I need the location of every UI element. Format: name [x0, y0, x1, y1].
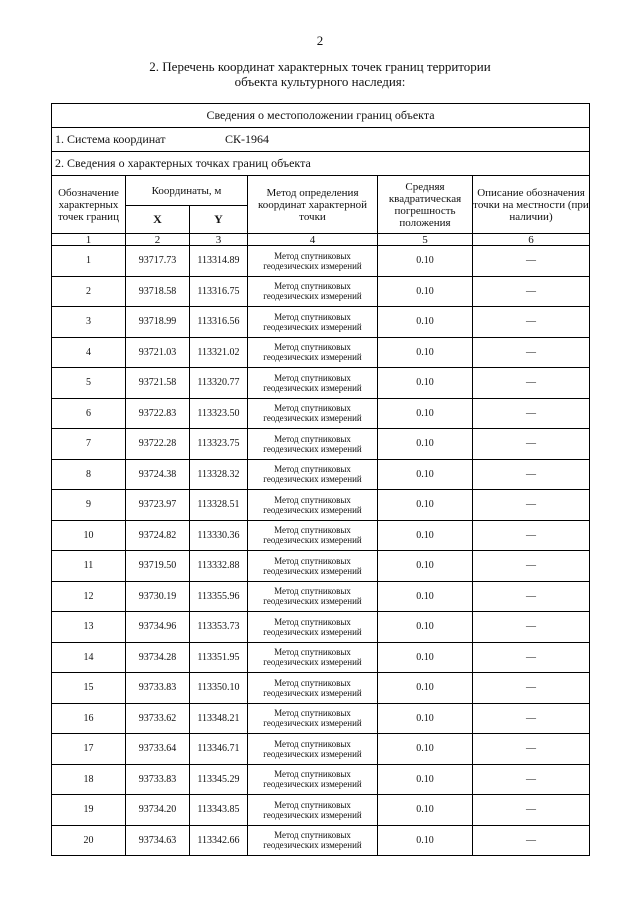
coord-y: 113316.56	[190, 307, 248, 338]
accuracy: 0.10	[378, 398, 473, 429]
coord-y: 113330.36	[190, 520, 248, 551]
method: Метод спутниковых геодезических измерений	[248, 246, 378, 277]
point-number: 8	[52, 459, 126, 490]
header-y: Y	[190, 206, 248, 234]
accuracy: 0.10	[378, 795, 473, 826]
title-line-1: 2. Перечень координат характерных точек границ территории	[149, 59, 491, 74]
point-number: 1	[52, 246, 126, 277]
column-number: 1	[52, 234, 126, 246]
points-header: 2. Сведения о характерных точках границ объекта	[52, 152, 590, 176]
table-row	[52, 246, 590, 277]
point-number: 19	[52, 795, 126, 826]
column-header-row-1	[52, 176, 590, 206]
point-number: 7	[52, 429, 126, 460]
point-number: 16	[52, 703, 126, 734]
column-number: 4	[248, 234, 378, 246]
coord-y: 113348.21	[190, 703, 248, 734]
column-number: 2	[126, 234, 190, 246]
method: Метод спутниковых геодезических измерений	[248, 307, 378, 338]
page-number: 2	[316, 33, 324, 48]
coord-y: 113323.75	[190, 429, 248, 460]
table-row	[52, 673, 590, 704]
method: Метод спутниковых геодезических измерений	[248, 764, 378, 795]
method: Метод спутниковых геодезических измерений	[248, 398, 378, 429]
point-number: 14	[52, 642, 126, 673]
coord-x: 93733.83	[126, 764, 190, 795]
description: —	[473, 459, 590, 490]
method: Метод спутниковых геодезических измерений	[248, 703, 378, 734]
method: Метод спутниковых геодезических измерений	[248, 551, 378, 582]
coord-x: 93734.96	[126, 612, 190, 643]
coord-x: 93724.38	[126, 459, 190, 490]
method: Метод спутниковых геодезических измерений	[248, 337, 378, 368]
point-number: 15	[52, 673, 126, 704]
coordinates-table	[51, 103, 590, 856]
table-row	[52, 551, 590, 582]
description: —	[473, 490, 590, 521]
description: —	[473, 795, 590, 826]
accuracy: 0.10	[378, 642, 473, 673]
method: Метод спутниковых геодезических измерений	[248, 581, 378, 612]
table-row	[52, 398, 590, 429]
coord-x: 93718.99	[126, 307, 190, 338]
accuracy: 0.10	[378, 276, 473, 307]
method: Метод спутниковых геодезических измерений	[248, 734, 378, 765]
accuracy: 0.10	[378, 520, 473, 551]
coord-y: 113321.02	[190, 337, 248, 368]
section-header-row	[52, 104, 590, 128]
coord-x: 93724.82	[126, 520, 190, 551]
description: —	[473, 520, 590, 551]
coord-y: 113355.96	[190, 581, 248, 612]
coord-y: 113332.88	[190, 551, 248, 582]
table-row	[52, 276, 590, 307]
point-number: 2	[52, 276, 126, 307]
description: —	[473, 276, 590, 307]
coord-y: 113328.32	[190, 459, 248, 490]
table-row	[52, 581, 590, 612]
coord-system-label: 1. Система координат	[55, 132, 166, 146]
coord-x: 93734.28	[126, 642, 190, 673]
coord-y: 113316.75	[190, 276, 248, 307]
method: Метод спутниковых геодезических измерений	[248, 795, 378, 826]
method: Метод спутниковых геодезических измерений	[248, 520, 378, 551]
coord-x: 93734.20	[126, 795, 190, 826]
point-number: 3	[52, 307, 126, 338]
coord-x: 93733.64	[126, 734, 190, 765]
coord-system-row	[52, 128, 590, 152]
method: Метод спутниковых геодезических измерений	[248, 368, 378, 399]
title-line-2: объекта культурного наследия:	[234, 74, 406, 89]
coord-y: 113353.73	[190, 612, 248, 643]
accuracy: 0.10	[378, 307, 473, 338]
column-numbers-row	[52, 234, 590, 246]
column-number: 3	[190, 234, 248, 246]
header-x: X	[126, 206, 190, 234]
table-row	[52, 429, 590, 460]
method: Метод спутниковых геодезических измерений	[248, 459, 378, 490]
point-number: 17	[52, 734, 126, 765]
table-row	[52, 337, 590, 368]
coord-x: 93717.73	[126, 246, 190, 277]
coord-y: 113343.85	[190, 795, 248, 826]
description: —	[473, 673, 590, 704]
point-number: 5	[52, 368, 126, 399]
coord-y: 113328.51	[190, 490, 248, 521]
coord-x: 93722.83	[126, 398, 190, 429]
method: Метод спутниковых геодезических измерений	[248, 276, 378, 307]
method: Метод спутниковых геодезических измерений	[248, 642, 378, 673]
method: Метод спутниковых геодезических измерений	[248, 612, 378, 643]
point-number: 4	[52, 337, 126, 368]
method: Метод спутниковых геодезических измерений	[248, 673, 378, 704]
coord-y: 113351.95	[190, 642, 248, 673]
coord-x: 93718.58	[126, 276, 190, 307]
points-header-row	[52, 152, 590, 176]
method: Метод спутниковых геодезических измерений	[248, 490, 378, 521]
description: —	[473, 246, 590, 277]
description: —	[473, 368, 590, 399]
accuracy: 0.10	[378, 825, 473, 856]
coord-x: 93722.28	[126, 429, 190, 460]
coord-y: 113350.10	[190, 673, 248, 704]
accuracy: 0.10	[378, 703, 473, 734]
table-row	[52, 764, 590, 795]
coord-y: 113320.77	[190, 368, 248, 399]
header-designation: Обозначение характерных точек границ	[52, 176, 126, 234]
coord-y: 113323.50	[190, 398, 248, 429]
coord-x: 93723.97	[126, 490, 190, 521]
accuracy: 0.10	[378, 673, 473, 704]
accuracy: 0.10	[378, 612, 473, 643]
method: Метод спутниковых геодезических измерений	[248, 429, 378, 460]
coord-x: 93734.63	[126, 825, 190, 856]
point-number: 18	[52, 764, 126, 795]
table-row	[52, 612, 590, 643]
description: —	[473, 398, 590, 429]
accuracy: 0.10	[378, 490, 473, 521]
accuracy: 0.10	[378, 551, 473, 582]
accuracy: 0.10	[378, 337, 473, 368]
table-row	[52, 703, 590, 734]
coord-x: 93721.58	[126, 368, 190, 399]
coord-y: 113345.29	[190, 764, 248, 795]
table-row	[52, 368, 590, 399]
accuracy: 0.10	[378, 764, 473, 795]
method: Метод спутниковых геодезических измерений	[248, 825, 378, 856]
description: —	[473, 642, 590, 673]
table-row	[52, 825, 590, 856]
accuracy: 0.10	[378, 368, 473, 399]
point-number: 9	[52, 490, 126, 521]
accuracy: 0.10	[378, 429, 473, 460]
accuracy: 0.10	[378, 246, 473, 277]
header-accuracy: Средняя квадратическая погрешность положения	[378, 176, 473, 234]
header-method: Метод определения координат характерной точки	[248, 176, 378, 234]
point-number: 12	[52, 581, 126, 612]
accuracy: 0.10	[378, 581, 473, 612]
description: —	[473, 703, 590, 734]
description: —	[473, 551, 590, 582]
section-header: Сведения о местоположении границ объекта	[52, 104, 590, 128]
table-row	[52, 795, 590, 826]
point-number: 13	[52, 612, 126, 643]
table-row	[52, 642, 590, 673]
header-description: Описание обозначения точки на местности (при наличии)	[473, 176, 590, 234]
header-coordinates: Координаты, м	[126, 176, 248, 206]
column-number: 5	[378, 234, 473, 246]
table-row	[52, 734, 590, 765]
point-number: 11	[52, 551, 126, 582]
description: —	[473, 307, 590, 338]
description: —	[473, 825, 590, 856]
accuracy: 0.10	[378, 734, 473, 765]
description: —	[473, 429, 590, 460]
coord-x: 93733.62	[126, 703, 190, 734]
description: —	[473, 764, 590, 795]
column-number: 6	[473, 234, 590, 246]
point-number: 10	[52, 520, 126, 551]
description: —	[473, 612, 590, 643]
accuracy: 0.10	[378, 459, 473, 490]
coord-x: 93721.03	[126, 337, 190, 368]
table-row	[52, 459, 590, 490]
description: —	[473, 734, 590, 765]
coord-x: 93730.19	[126, 581, 190, 612]
coord-system-cell	[52, 128, 590, 152]
point-number: 20	[52, 825, 126, 856]
table-row	[52, 490, 590, 521]
description: —	[473, 337, 590, 368]
table-row	[52, 307, 590, 338]
coord-system-value: СК-1964	[225, 132, 270, 146]
coord-x: 93733.83	[126, 673, 190, 704]
coord-x: 93719.50	[126, 551, 190, 582]
description: —	[473, 581, 590, 612]
coord-y: 113346.71	[190, 734, 248, 765]
coord-y: 113314.89	[190, 246, 248, 277]
document-title	[0, 59, 640, 89]
point-number: 6	[52, 398, 126, 429]
table-row	[52, 520, 590, 551]
coord-y: 113342.66	[190, 825, 248, 856]
